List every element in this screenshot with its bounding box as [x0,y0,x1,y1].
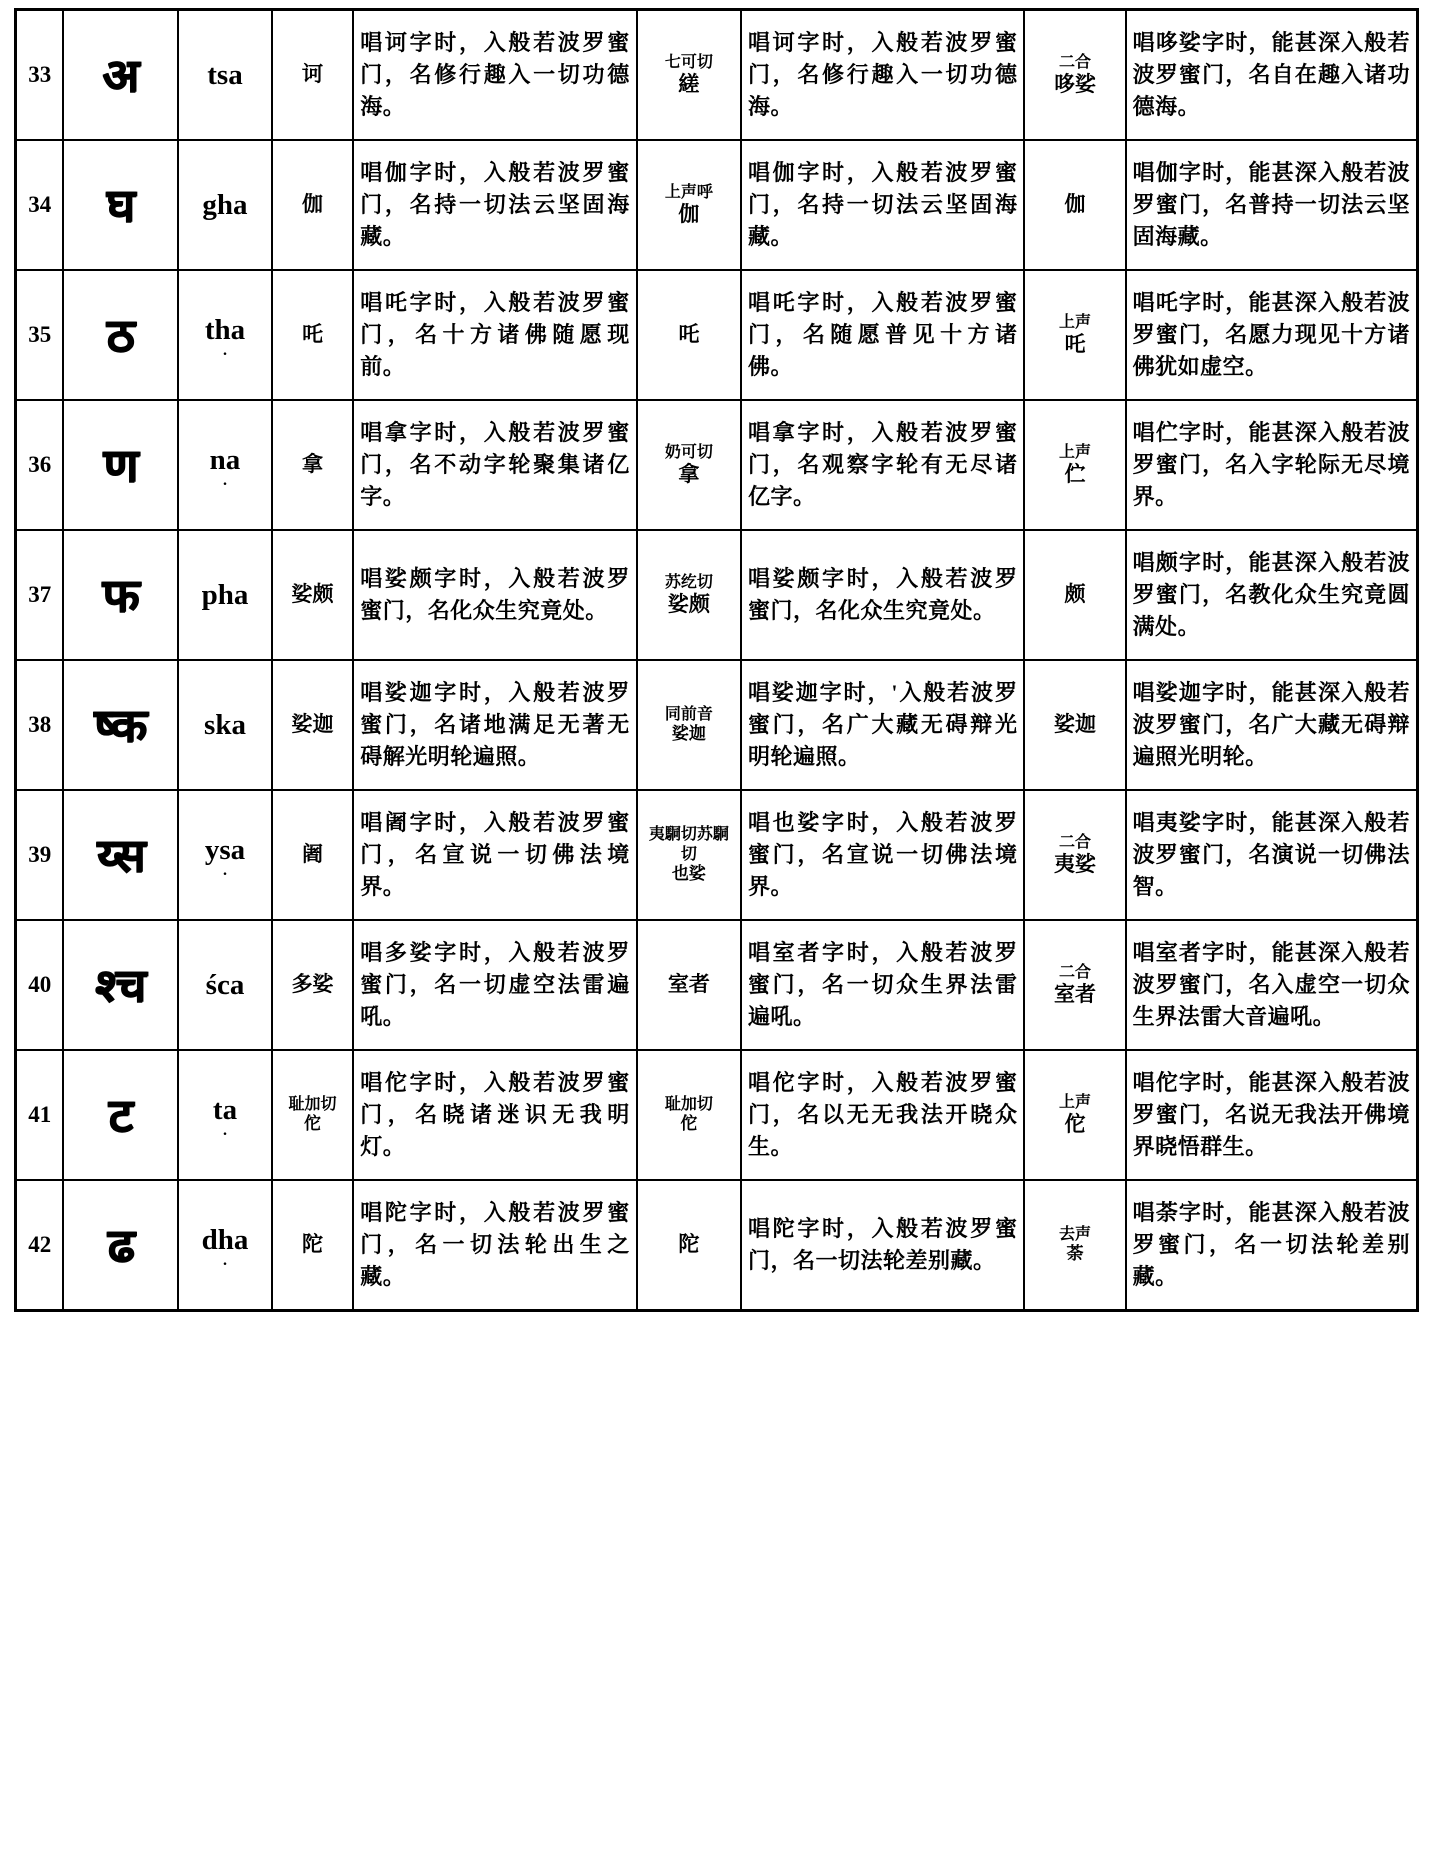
chinese-gloss-2 [637,270,741,400]
gloss-3-text: 颇 [1064,582,1086,607]
gloss-3-text: 伫 [1064,461,1086,486]
passage-3-text: 唱佗字时，能甚深入般若波罗蜜门，名说无我法开佛境界晓悟群生。 [1132,1070,1410,1159]
table-row [16,140,1418,270]
passage-1-text: 唱佗字时，入般若波罗蜜门，名晓诸迷识无我明灯。 [360,1070,630,1159]
gloss-2-lead: 苏纥切 [664,573,713,591]
gloss-2-lead: 七可切 [664,53,713,71]
passage-3 [1126,400,1418,530]
passage-1 [353,1050,637,1180]
table-row [16,530,1418,660]
transliteration-text: tsa [207,58,243,91]
chinese-gloss-3 [1024,1050,1125,1180]
diacritic-dot: . [223,471,227,489]
gloss-1-text: 伽 [302,192,324,217]
chinese-gloss-2 [637,790,741,920]
table-body [16,10,1418,1311]
passage-2 [741,140,1025,270]
table-row [16,920,1418,1050]
chinese-gloss-2 [637,530,741,660]
chinese-gloss-1 [272,270,353,400]
passage-2-text: 唱佗字时，入般若波罗蜜门，名以无无我法开晓众生。 [747,1070,1018,1159]
siddham-glyph [63,1050,178,1180]
siddham-glyph [63,530,178,660]
gloss-3-lead: 上声 [1059,313,1092,331]
passage-3-text: 唱伽字时，能甚深入般若波罗蜜门，名普持一切法云坚固海藏。 [1132,160,1410,249]
passage-3 [1126,1180,1418,1311]
gloss-2-text: 佗 [680,1114,698,1134]
gloss-3-lead: 二合 [1059,53,1092,71]
row-number: 41 [16,1050,64,1180]
chinese-gloss-3 [1024,1180,1125,1311]
transliteration-text: ska [204,708,246,741]
chinese-gloss-1 [272,1050,353,1180]
gloss-3-lead: 上声 [1059,1093,1092,1111]
chinese-gloss-1 [272,790,353,920]
gloss-1-text: 娑迦 [291,712,334,737]
siddham-glyph [63,1180,178,1311]
gloss-1-text: 吒 [302,322,324,347]
table-row [16,790,1418,920]
siddham-glyph [63,920,178,1050]
gloss-3-text: 吒 [1064,331,1086,356]
passage-2 [741,790,1025,920]
chinese-gloss-3 [1024,10,1125,141]
siddham-glyph-mark: य्स [96,828,146,882]
passage-2-text: 唱也娑字时，入般若波罗蜜门，名宣说一切佛法境界。 [747,810,1018,899]
siddham-glyph [63,270,178,400]
passage-1-text: 唱娑颇字时，入般若波罗蜜门，名化众生究竟处。 [360,566,630,623]
passage-3 [1126,270,1418,400]
gloss-2-text: 吒 [678,322,700,347]
chinese-gloss-3 [1024,140,1125,270]
passage-1 [353,1180,637,1311]
gloss-2-text: 陀 [678,1232,700,1257]
transliteration [178,140,272,270]
table-row [16,270,1418,400]
row-number: 38 [16,660,64,790]
gloss-1-text: 佗 [304,1114,322,1134]
gloss-2-text: 室者 [667,972,710,997]
chinese-gloss-1 [272,10,353,141]
passage-2-text: 唱伽字时，入般若波罗蜜门，名持一切法云坚固海藏。 [747,160,1018,249]
diacritic-dot: . [223,341,227,359]
table-row [16,1050,1418,1180]
table-row [16,400,1418,530]
passage-1 [353,140,637,270]
passage-3-text: 唱夷娑字时，能甚深入般若波罗蜜门，名演说一切佛法智。 [1132,810,1410,899]
gloss-3-lead: 去声 [1059,1226,1092,1244]
chinese-gloss-3 [1024,920,1125,1050]
transliteration [178,660,272,790]
passage-3-text: 唱哆娑字时，能甚深入般若波罗蜜门，名自在趣入诸功德海。 [1132,30,1410,119]
gloss-1-text: 拿 [302,452,324,477]
gloss-3-text: 夷娑 [1054,851,1097,876]
passage-2-text: 唱吒字时，入般若波罗蜜门，名随愿普见十方诸佛。 [747,290,1018,379]
siddham-glyph-mark: ण [103,438,139,492]
passage-3-text: 唱颇字时，能甚深入般若波罗蜜门，名教化众生究竟圆满处。 [1132,550,1410,639]
passage-3-text: 唱伫字时，能甚深入般若波罗蜜门，名入字轮际无尽境界。 [1132,420,1410,509]
diacritic-dot: . [223,861,227,879]
passage-2-text: 唱诃字时，入般若波罗蜜门，名修行趣入一切功德海。 [747,30,1018,119]
siddham-glyph [63,400,178,530]
transliteration [178,10,272,141]
gloss-3-lead: 二合 [1059,833,1092,851]
row-number: 37 [16,530,64,660]
passage-2-text: 唱陀字时，入般若波罗蜜门，名一切法轮差别藏。 [747,1216,1018,1273]
passage-1-text: 唱吒字时，入般若波罗蜜门，名十方诸佛随愿现前。 [360,290,630,379]
gloss-1-text: 多娑 [291,972,334,997]
passage-2 [741,1050,1025,1180]
passage-3 [1126,530,1418,660]
gloss-3-lead: 上声 [1059,443,1092,461]
gloss-3-text: 娑迦 [1054,712,1097,737]
transliteration-text: na [209,443,241,476]
transliteration-text: ysa [204,833,246,866]
passage-1-text: 唱拿字时，入般若波罗蜜门，名不动字轮聚集诸亿字。 [360,420,630,509]
chinese-gloss-2 [637,140,741,270]
chinese-gloss-1 [272,530,353,660]
passage-2-text: 唱室者字时，入般若波罗蜜门，名一切众生界法雷遍吼。 [747,940,1018,1029]
passage-2-text: 唱娑迦字时，'入般若波罗蜜门，名广大藏无碍辩光明轮遍照。 [747,680,1018,769]
chinese-gloss-1 [272,660,353,790]
gloss-3-text: 哆娑 [1054,71,1097,96]
siddham-glyph-mark: ढ [107,1218,135,1272]
transliteration [178,920,272,1050]
gloss-1-lead: 耻加切 [288,1096,337,1114]
siddham-glyph [63,790,178,920]
passage-3 [1126,660,1418,790]
gloss-2-lead: 夷駧切苏駧切 [648,826,729,863]
gloss-1-text: 诃 [302,62,324,87]
row-number: 36 [16,400,64,530]
transliteration-text: gha [202,188,248,221]
gloss-2-text: 娑颇 [667,591,710,616]
chinese-gloss-1 [272,1180,353,1311]
chinese-gloss-3 [1024,790,1125,920]
gloss-3-text: 佗 [1064,1111,1086,1136]
passage-1-text: 唱多娑字时，入般若波罗蜜门，名一切虚空法雷遍吼。 [360,940,630,1029]
chinese-gloss-2 [637,920,741,1050]
transliteration-text: tha [204,313,246,346]
gloss-2-lead: 同前音 [664,706,713,724]
passage-2 [741,1180,1025,1311]
passage-1 [353,530,637,660]
siddham-glyph-mark: अ [102,48,140,102]
gloss-1-text: 娑颇 [291,582,334,607]
chinese-gloss-2 [637,1050,741,1180]
gloss-2-lead: 奶可切 [664,443,713,461]
passage-2-text: 唱娑颇字时，入般若波罗蜜门，名化众生究竟处。 [747,566,1018,623]
passage-3 [1126,140,1418,270]
gloss-1-text: 陀 [302,1232,324,1257]
passage-3-text: 唱室者字时，能甚深入般若波罗蜜门，名入虚空一切众生界法雷大音遍吼。 [1132,940,1410,1029]
table-row [16,1180,1418,1311]
passage-2 [741,10,1025,141]
passage-2 [741,920,1025,1050]
passage-1-text: 唱陀字时，入般若波罗蜜门，名一切法轮出生之藏。 [360,1200,630,1289]
gloss-3-text: 荼 [1066,1244,1084,1264]
siddham-glyph-mark: घ [106,178,136,232]
chinese-gloss-3 [1024,530,1125,660]
passage-1-text: 唱伽字时，入般若波罗蜜门，名持一切法云坚固海藏。 [360,160,630,249]
transliteration [178,1180,272,1311]
passage-3 [1126,1050,1418,1180]
siddham-glyph-mark: ष्क [94,698,148,752]
passage-1 [353,400,637,530]
passage-3-text: 唱娑迦字时，能甚深入般若波罗蜜门，名广大藏无碍辩遍照光明轮。 [1132,680,1410,769]
syllabary-table [14,8,1419,1312]
diacritic-dot: . [223,1121,227,1139]
gloss-1-text: 阇 [302,842,324,867]
transliteration [178,790,272,920]
row-number: 42 [16,1180,64,1311]
chinese-gloss-2 [637,400,741,530]
passage-2 [741,270,1025,400]
chinese-gloss-1 [272,400,353,530]
passage-3 [1126,920,1418,1050]
passage-2-text: 唱拿字时，入般若波罗蜜门，名观察字轮有无尽诸亿字。 [747,420,1018,509]
transliteration [178,400,272,530]
chinese-gloss-1 [272,920,353,1050]
chinese-gloss-2 [637,660,741,790]
chinese-gloss-2 [637,10,741,141]
siddham-glyph-mark: श्च [95,958,147,1012]
chinese-gloss-3 [1024,400,1125,530]
transliteration-text: ta [212,1093,238,1126]
gloss-3-text: 伽 [1064,192,1086,217]
passage-3 [1126,790,1418,920]
transliteration-text: pha [201,578,249,611]
gloss-2-text: 娑迦 [671,724,706,744]
passage-1 [353,270,637,400]
passage-1 [353,10,637,141]
passage-1-text: 唱阇字时，入般若波罗蜜门，名宣说一切佛法境界。 [360,810,630,899]
gloss-2-lead: 上声呼 [664,183,713,201]
siddham-glyph [63,140,178,270]
passage-2 [741,530,1025,660]
table-row [16,660,1418,790]
gloss-2-text: 拿 [678,461,700,486]
chinese-gloss-3 [1024,660,1125,790]
transliteration-text: dha [201,1223,249,1256]
chinese-gloss-3 [1024,270,1125,400]
table-row [16,10,1418,141]
row-number: 40 [16,920,64,1050]
passage-1 [353,790,637,920]
passage-1 [353,660,637,790]
siddham-glyph [63,10,178,141]
diacritic-dot: . [223,1251,227,1269]
chinese-gloss-2 [637,1180,741,1311]
passage-2 [741,660,1025,790]
row-number: 35 [16,270,64,400]
passage-1-text: 唱娑迦字时，入般若波罗蜜门，名诸地满足无著无碍解光明轮遍照。 [360,680,630,769]
siddham-glyph [63,660,178,790]
row-number: 34 [16,140,64,270]
siddham-glyph-mark: ट [108,1088,133,1142]
transliteration [178,530,272,660]
gloss-2-text: 也娑 [671,863,706,883]
passage-3-text: 唱吒字时，能甚深入般若波罗蜜门，名愿力现见十方诸佛犹如虚空。 [1132,290,1410,379]
siddham-glyph-mark: ठ [106,308,135,362]
passage-1 [353,920,637,1050]
passage-2 [741,400,1025,530]
siddham-glyph-mark: फ [102,568,140,622]
gloss-3-lead: 二合 [1059,963,1092,981]
gloss-2-text: 伽 [678,201,700,226]
chinese-gloss-1 [272,140,353,270]
row-number: 39 [16,790,64,920]
gloss-2-lead: 耻加切 [664,1096,713,1114]
transliteration [178,270,272,400]
passage-3 [1126,10,1418,141]
transliteration [178,1050,272,1180]
passage-3-text: 唱荼字时，能甚深入般若波罗蜜门，名一切法轮差别藏。 [1132,1200,1410,1289]
gloss-2-text: 縒 [678,71,700,96]
passage-1-text: 唱诃字时，入般若波罗蜜门，名修行趣入一切功德海。 [360,30,630,119]
gloss-3-text: 室者 [1054,981,1097,1006]
transliteration-text: śca [205,968,245,1001]
row-number: 33 [16,10,64,141]
